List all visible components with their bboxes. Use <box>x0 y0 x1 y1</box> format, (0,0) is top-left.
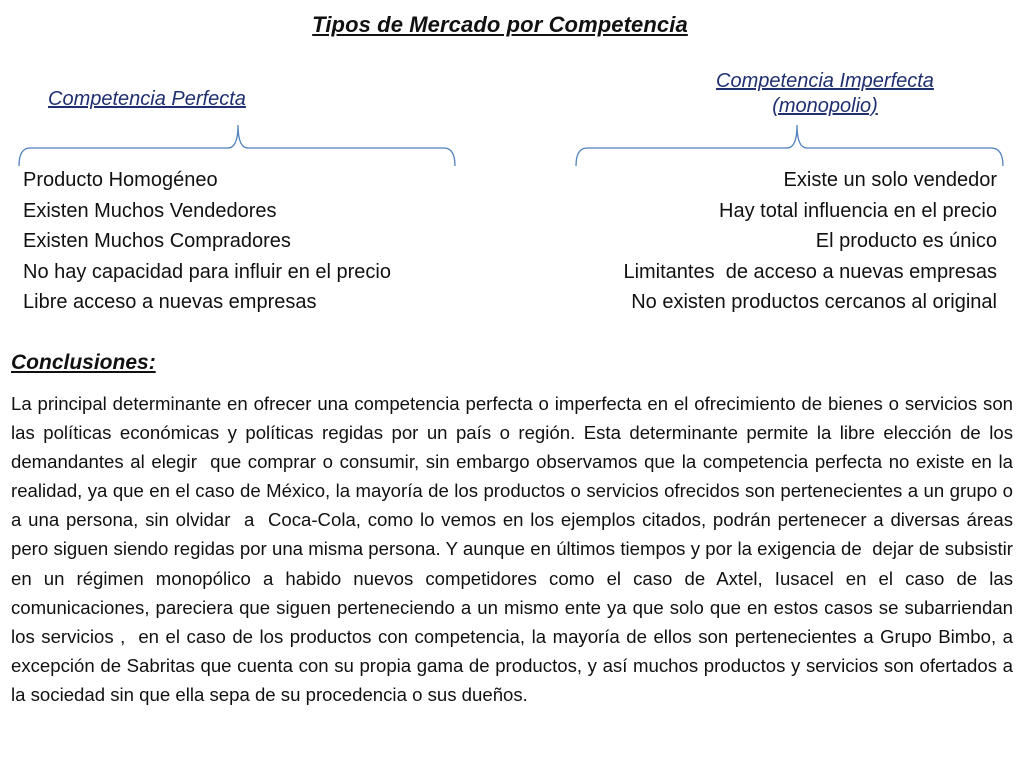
imperfect-competition-heading-line2: (monopolio) <box>772 95 878 117</box>
list-item: Libre acceso a nuevas empresas <box>23 291 317 313</box>
conclusions-heading: Conclusiones: <box>11 351 156 374</box>
imperfect-competition-heading-line1: Competencia Imperfecta <box>716 70 934 92</box>
perfect-competition-heading: Competencia Perfecta <box>48 88 246 110</box>
perfect-competition-list <box>23 165 391 318</box>
list-item: Existe un solo vendedor <box>783 169 997 191</box>
list-item: No existen productos cercanos al original <box>631 291 997 313</box>
left-brace-icon <box>18 124 458 168</box>
list-item: Hay total influencia en el precio <box>719 199 997 222</box>
list-item: Limitantes de acceso a nuevas empresas <box>623 260 997 283</box>
list-item: El producto es único <box>815 230 997 252</box>
imperfect-competition-list <box>520 165 997 318</box>
list-item: No hay capacidad para influir en el precio <box>23 260 391 283</box>
list-item: Existen Muchos Vendedores <box>23 199 277 222</box>
page-title: Tipos de Mercado por Competencia <box>312 12 688 37</box>
list-item: Existen Muchos Compradores <box>23 230 291 252</box>
conclusions-paragraph: La principal determinante en ofrecer una competencia perfecta o imperfecta en el ofrecimiento de bienes o servicios son las políticas económicas y políticas regidas por un país o región. Esta determinante permite la libre elección de los demandantes al elegir que comprar o consumir, sin embargo observamos que la competencia perfecta no existe en la realidad, ya que en el caso de México, la mayoría de los productos o servicios ofrecidos son pertenecientes a un grupo o a una persona, sin olvidar a Coca-Cola, como lo vemos en los ejemplos citados, podrán pertenecer a diversas áreas pero siguen siendo regidas por una misma persona. Y aunque en últimos tiempos y por la exigencia de dejar de subsistir en un régimen monopólico a habido nuevos competidores como el caso de Axtel, Iusacel en el caso de las comunicaciones, pareciera que siguen perteneciendo a un mismo ente ya que solo que en estos casos se subarriendan los servicios , en el caso de los productos con competencia, la mayoría de ellos son pertenecientes a Grupo Bimbo, a excepción de Sabritas que cuenta con su propia gama de productos, y así muchos productos y servicios son ofertados a la sociedad sin que ella sepa de su procedencia o sus dueños. <box>11 393 1019 705</box>
imperfect-competition-heading <box>665 69 985 119</box>
list-item: Producto Homogéneo <box>23 169 218 191</box>
right-brace-icon <box>575 124 1007 168</box>
